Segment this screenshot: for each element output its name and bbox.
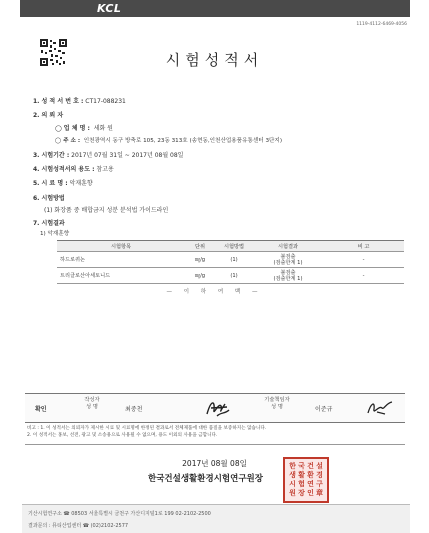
cell-note: - bbox=[323, 252, 404, 268]
kcl-logo: KCL bbox=[97, 2, 122, 15]
signature-block bbox=[25, 393, 405, 423]
cell-method: (1) bbox=[215, 252, 253, 268]
cell-unit: ㎎/g bbox=[185, 268, 215, 284]
footer-line-2: 결과문의 : 뮤티산업센터 ☎ (02)2102-2577 bbox=[28, 523, 129, 529]
cell-item: 트리클로산아세토니드 bbox=[57, 268, 185, 284]
purpose-label: 4. 시험성적서의 용도 : bbox=[33, 166, 95, 173]
seal-char: 국 bbox=[298, 462, 305, 470]
company-row bbox=[55, 123, 113, 132]
address-row bbox=[55, 136, 282, 144]
method-value: (1) 화장품 중 배합금지 성분 분석법 가이드라인 bbox=[44, 207, 169, 214]
seal-char: 시 bbox=[289, 480, 296, 488]
company-label: ◯ 업 체 명 : bbox=[55, 125, 90, 132]
seal-char: 경 bbox=[316, 471, 323, 479]
address-label: ◯ 주 소 : bbox=[55, 138, 81, 144]
author-label-2: 성 명 bbox=[86, 404, 98, 410]
sample-row bbox=[33, 178, 93, 187]
tech-label-1: 기술책임자 bbox=[264, 397, 290, 403]
notes bbox=[27, 425, 266, 439]
header-result: 시험결과 bbox=[253, 241, 323, 252]
header-note: 비 고 bbox=[323, 241, 404, 252]
period-value: 2017년 07월 31일 ~ 2017년 08월 08일 bbox=[71, 152, 184, 159]
header-method: 시험방법 bbox=[215, 241, 253, 252]
note-line: 2. 이 성적서는 홍보, 선전, 광고 및 소송용으로 사용될 수 없으며, 용도 이외의 사용을 금합니다. bbox=[27, 433, 218, 438]
result-subtitle: 1) 악재훈향 bbox=[40, 231, 70, 237]
seal-char: 원 bbox=[289, 489, 296, 497]
purpose-row bbox=[33, 164, 114, 173]
author-label bbox=[77, 397, 107, 411]
result-value: 불검출 bbox=[280, 269, 296, 276]
seal-char: 험 bbox=[298, 480, 305, 488]
footer-line-1: 기산시험연구소 ☎ 08503 서울특별시 금천구 가산디지털1로 199 02-2102-2500 bbox=[28, 511, 211, 517]
tech-manager-name: 이준규 bbox=[315, 406, 333, 413]
seal-char: 활 bbox=[298, 471, 305, 479]
issue-date: 2017년 08월 08일 bbox=[182, 459, 247, 468]
cell-result bbox=[253, 268, 323, 284]
cell-note: - bbox=[323, 268, 404, 284]
result-label: 7. 시험결과 bbox=[33, 220, 65, 227]
header-bar bbox=[20, 0, 410, 17]
cell-unit: ㎎/g bbox=[185, 252, 215, 268]
result-limit: (검출한계 1) bbox=[273, 259, 303, 266]
confirm-label: 확인 bbox=[35, 406, 47, 413]
table-row bbox=[57, 268, 404, 284]
sample-label: 5. 시 료 명 : bbox=[33, 180, 68, 187]
seal-char: 환 bbox=[307, 471, 314, 479]
result-limit: (검출한계 1) bbox=[273, 275, 303, 282]
seal-char: 설 bbox=[316, 462, 323, 470]
document-number: 1119-4112-6469-4056 bbox=[356, 22, 407, 27]
method-label: 6. 시험방법 bbox=[33, 195, 65, 202]
address-value: 인천광역시 동구 방축로 105, 23동 313호 (송현동,인천산업용품유통센터 3단지) bbox=[83, 138, 283, 144]
sample-value: 악재훈향 bbox=[69, 180, 93, 187]
cell-result bbox=[253, 252, 323, 268]
tech-label-2: 성 명 bbox=[271, 404, 283, 410]
end-mark: — 이 하 여 백 — bbox=[166, 289, 263, 295]
seal-char: 인 bbox=[307, 489, 314, 497]
seal-char: 구 bbox=[316, 480, 323, 488]
seal-char: 건 bbox=[307, 462, 314, 470]
divider bbox=[25, 444, 405, 445]
company-value: 세화 원 bbox=[93, 125, 113, 132]
tech-signature-icon bbox=[365, 397, 395, 419]
author-label-1: 작성자 bbox=[84, 397, 100, 403]
official-seal-icon bbox=[283, 457, 329, 503]
page-title: 시험성적서 bbox=[165, 51, 264, 69]
note-line: 비고 : 1. 이 성적서는 의뢰자가 제시한 시료 및 시료명에 한정된 결과로서 전체제품에 대한 품질을 보증하지는 않습니다. bbox=[27, 426, 267, 431]
seal-char: 생 bbox=[289, 471, 296, 479]
purpose-value: 참고용 bbox=[96, 166, 114, 173]
table-row bbox=[57, 252, 404, 268]
result-value: 불검출 bbox=[280, 253, 296, 260]
period-label: 3. 시험기간 : bbox=[33, 152, 70, 159]
tech-manager-label bbox=[257, 397, 297, 411]
seal-char: 연 bbox=[307, 480, 314, 488]
header-unit: 단위 bbox=[185, 241, 215, 252]
table-header-row bbox=[57, 241, 404, 252]
seal-char: 章 bbox=[316, 489, 323, 497]
period-row bbox=[33, 150, 183, 159]
seal-char: 한 bbox=[289, 462, 296, 470]
client-label: 2. 의 뢰 자 bbox=[33, 112, 64, 119]
result-table bbox=[57, 240, 404, 284]
organization-name: 한국건설생활환경시험연구원장 bbox=[148, 474, 263, 484]
report-number-row bbox=[33, 96, 126, 105]
cell-method: (1) bbox=[215, 268, 253, 284]
footer bbox=[22, 504, 410, 533]
report-number-label: 1. 성 적 서 번 호 : bbox=[33, 98, 84, 105]
author-name: 최중천 bbox=[125, 406, 143, 413]
cell-item: 하드로퀴논 bbox=[57, 252, 185, 268]
author-signature-icon bbox=[203, 396, 233, 420]
seal-char: 장 bbox=[298, 489, 305, 497]
header-item: 시험항목 bbox=[57, 241, 185, 252]
report-number-value: CT17-088231 bbox=[85, 98, 126, 105]
